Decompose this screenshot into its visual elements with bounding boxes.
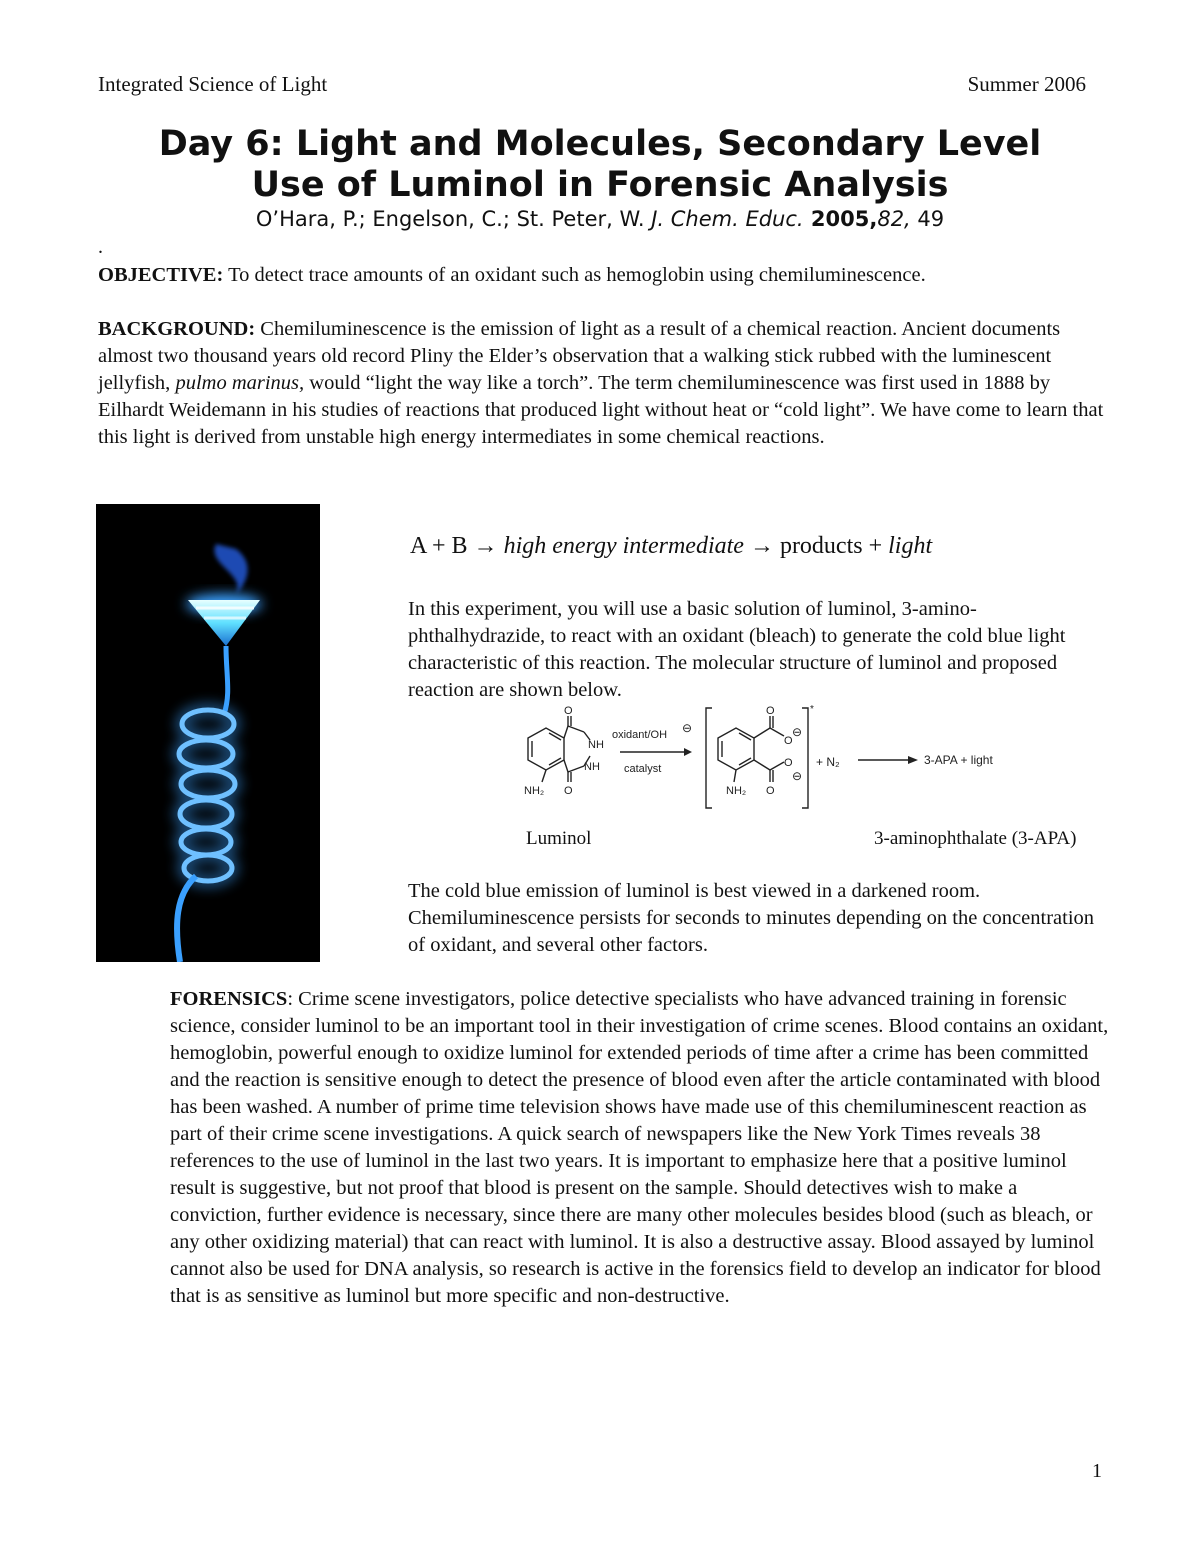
experiment-paragraph: In this experiment, you will use a basic solution of luminol, 3-amino-phthalhydrazide, to react with an oxidant (bleach) to generate the cold blue light characteristic of this reaction. The molecular structure of luminol and proposed reaction are shown below. — [408, 598, 1066, 701]
luminol-amine-group: NH₂ — [524, 785, 545, 797]
citation-volume: 82, — [877, 207, 911, 231]
intermediate-charge-1: ⊖ — [792, 725, 803, 739]
background-text-1: Chemiluminescence is the emission of light as a result of a chemical reaction. Ancient documents almost two thousand years old record Pliny the Elder’s observation that a walking stick rubbed with the luminescent jellyfish, — [98, 318, 1061, 394]
nitrogen-byproduct: + N₂ — [816, 755, 840, 769]
forensics-label: FORENSICS — [170, 988, 288, 1010]
intermediate-excited-mark: * — [810, 704, 814, 715]
header-term: Summer 2006 — [967, 72, 1086, 96]
cold-blue-paragraph: The cold blue emission of luminol is best viewed in a darkened room. Chemiluminescence persists for seconds to minutes depending on the concentration of oxidant, and several other factors. — [408, 880, 1095, 956]
intermediate-oxygen-top: O — [766, 705, 775, 717]
background-label: BACKGROUND: — [98, 318, 256, 340]
reaction-scheme — [500, 704, 1040, 824]
intermediate-amine-group: NH₂ — [726, 785, 747, 797]
reagent-catalyst: catalyst — [624, 763, 662, 775]
objective-label: OBJECTIVE: — [98, 264, 224, 286]
product-label: 3-APA + light — [924, 753, 993, 767]
objective-paragraph — [98, 262, 1108, 289]
equation-arrow: → — [743, 533, 780, 559]
equation-intermediate: high energy intermediate — [503, 533, 744, 559]
reagent-oxidant: oxidant/OH — [612, 729, 668, 741]
reagent-charge: ⊖ — [682, 721, 693, 735]
reaction-scheme-diagram — [500, 704, 1040, 824]
intermediate-oxygen-bottom: O — [766, 785, 775, 797]
reaction-equation — [410, 533, 1100, 560]
equation-reactants: A + B → — [410, 533, 504, 559]
equation-light: light — [888, 533, 933, 559]
reagent-arrow-head — [684, 748, 692, 756]
page-subtitle: Use of Luminol in Forensic Analysis — [251, 165, 949, 205]
luminol-label: Luminol — [526, 828, 592, 849]
product-arrow-head — [908, 756, 918, 764]
citation — [0, 207, 1200, 231]
forensics-paragraph — [170, 986, 1110, 1310]
background-species: pulmo marinus, — [175, 372, 305, 394]
luminol-benzene-ring — [528, 728, 564, 770]
luminol-hydrazide-ring — [542, 716, 590, 782]
citation-journal: J. Chem. Educ. — [651, 207, 804, 231]
luminol-nh-1: NH — [588, 739, 604, 751]
luminol-photo — [96, 504, 320, 962]
forensics-text: : Crime scene investigators, police detective specialists who have advanced training in forensic science, consider luminol to be an important tool in their investigation of crime scenes. Blood contains an oxidant, hemoglobin, powerful enough to oxidize luminol for extended periods of time after a crime has been committed and the reaction is sensitive enough to detect the presence of blood even after the article contaminated with blood has been washed. A number of prime time television shows have made use of this chemiluminescent reaction as part of their crime scene investigations. A quick search of newspapers like the New York Times reveals 38 references to the use of luminol in the last two years. It is important to emphasize here that a positive luminol result is suggestive, but not proof that blood is present on the sample. Should detectives wish to make a conviction, further evidence is necessary, since there are many other molecules besides blood (such as bleach, or any other oxidizing material) that can react with luminol. It is also a destructive assay. Blood assayed by luminol cannot also be used for DNA analysis, so research is active in the forensics field to develop an indicator for blood that is as sensitive as luminol but more specific and non-destructive. — [170, 988, 1109, 1307]
luminol-oxygen-top: O — [564, 705, 573, 717]
equation-products: products + — [779, 533, 889, 559]
header-course: Integrated Science of Light — [98, 72, 328, 96]
apa-label: 3-aminophthalate (3-APA) — [874, 828, 1077, 849]
citation-page: 49 — [910, 207, 945, 231]
stray-dot: . — [98, 236, 103, 258]
page-number: 1 — [1092, 1460, 1102, 1482]
intermediate-oxygen-1: O — [784, 735, 793, 747]
citation-year: 2005, — [803, 207, 878, 231]
citation-authors: O’Hara, P.; Engelson, C.; St. Peter, W. — [255, 207, 652, 231]
background-paragraph — [98, 316, 1108, 451]
page-title: Day 6: Light and Molecules, Secondary Level — [158, 124, 1042, 164]
objective-text: To detect trace amounts of an oxidant such as hemoglobin using chemiluminescence. — [223, 264, 926, 286]
intermediate-brackets — [706, 708, 808, 808]
luminol-oxygen-bottom: O — [564, 785, 573, 797]
background-text-2: would “light the way like a torch”. The term chemiluminescence was first used in 1888 by Eilhardt Weidemann in his studies of reactions that produced light without heat or “cold light”. We have come to learn that this light is derived from unstable high energy intermediates in some chemical reactions. — [98, 372, 1104, 448]
luminol-nh-2: NH — [584, 761, 600, 773]
intermediate-oxygen-2: O — [784, 757, 793, 769]
intermediate-charge-2: ⊖ — [792, 769, 803, 783]
intermediate-benzene-ring — [718, 716, 784, 782]
luminol-glow-illustration — [96, 504, 320, 962]
